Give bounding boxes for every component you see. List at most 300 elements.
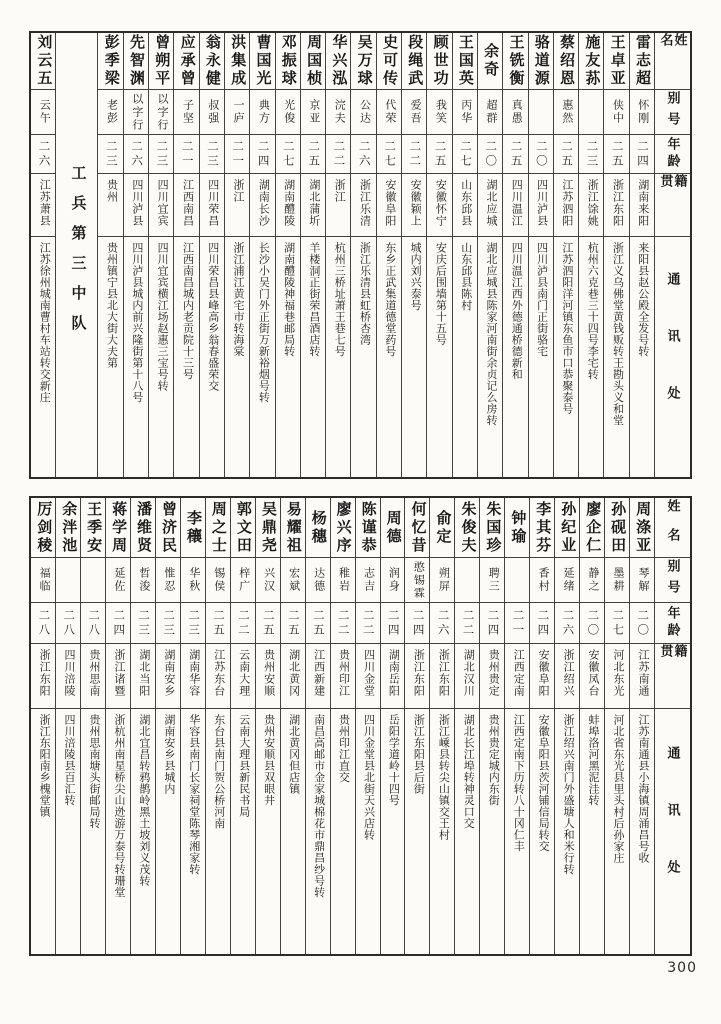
native-cell (326, 174, 350, 237)
native-text: 浙江东阳 (437, 649, 450, 697)
age-text: 二三 (104, 139, 117, 169)
name-text: 俞定 (434, 509, 451, 546)
alias-text: 云午 (38, 99, 51, 125)
address-text: 贵州印江直交 (337, 714, 350, 783)
age-text: 二七 (458, 139, 471, 169)
name-cell (231, 498, 255, 558)
native-text: 安徽颖上 (409, 179, 422, 227)
person-column (376, 33, 401, 477)
address-text: 岳阳学道岭十四号 (387, 714, 400, 806)
name-cell (124, 33, 148, 90)
address-cell (604, 237, 628, 477)
person-column (97, 33, 122, 477)
person-column (629, 33, 654, 477)
age-cell (131, 603, 155, 644)
alias-cell (529, 90, 553, 135)
address-cell (505, 709, 529, 954)
native-text: 浙江 (232, 179, 245, 203)
address-cell (56, 709, 80, 954)
address-cell (231, 709, 255, 954)
age-cell (98, 135, 122, 174)
address-text: 贵州思南塘头街邮局转 (87, 714, 100, 829)
age-text: 二四 (411, 608, 424, 638)
name-text: 李穰 (184, 509, 201, 546)
native-text: 贵州印江 (337, 649, 350, 697)
age-text: 二四 (112, 608, 125, 638)
name-cell (200, 33, 224, 90)
alias-cell (453, 90, 477, 135)
name-cell (381, 498, 405, 558)
native-cell (630, 174, 654, 237)
address-cell (530, 709, 554, 954)
address-cell (326, 237, 350, 477)
alias-cell (377, 90, 401, 135)
person-column (477, 33, 502, 477)
alias-text: 志吉 (362, 567, 375, 593)
alias-text: 锡侯 (212, 567, 225, 593)
alias-cell (256, 558, 280, 603)
age-cell (455, 603, 479, 644)
name-cell (427, 33, 451, 90)
alias-cell (326, 90, 350, 135)
alias-cell (605, 558, 629, 603)
person-column (205, 498, 230, 954)
address-cell (31, 237, 55, 477)
age-text: 二二 (361, 608, 374, 638)
name-cell (529, 33, 553, 90)
native-text: 浙江东阳 (38, 649, 51, 697)
age-text: 二三 (206, 139, 218, 169)
address-cell (427, 237, 451, 477)
native-cell (301, 174, 325, 237)
header-name-text: 姓名 (658, 33, 688, 62)
alias-text: 兴汉 (262, 567, 275, 593)
native-cell (256, 644, 280, 709)
age-text: 二五 (311, 608, 324, 638)
alias-cell (31, 558, 55, 603)
native-text: 湖南华容 (187, 649, 200, 697)
alias-cell (630, 90, 654, 135)
native-cell (356, 644, 380, 709)
age-cell (605, 603, 629, 644)
name-cell (156, 498, 180, 558)
name-text: 顾世功 (431, 34, 448, 88)
age-cell (529, 135, 553, 174)
age-cell (124, 135, 148, 174)
name-text: 史可传 (380, 34, 397, 88)
native-text: 湖南岳阳 (387, 649, 400, 697)
address-text: 贵州镇宁县北大街大夫第 (105, 242, 118, 369)
address-text: 浙江义乌佛堂黄钱贩转王勘头义和堂 (611, 242, 624, 426)
age-text: 二五 (261, 608, 274, 638)
person-column (426, 33, 451, 477)
name-text: 翁永健 (203, 34, 220, 88)
age-text: 二一 (231, 139, 244, 169)
native-cell (331, 644, 355, 709)
age-cell (326, 135, 350, 174)
alias-text: 以字行 (156, 92, 169, 132)
name-text: 蔡绍恩 (558, 34, 575, 88)
native-text: 贵州贵定 (487, 649, 500, 697)
alias-text: 梓广 (237, 567, 250, 593)
native-text: 四川涪陵 (63, 649, 76, 697)
address-cell (356, 709, 380, 954)
address-cell (579, 237, 603, 477)
person-column (80, 498, 105, 954)
address-text: 浙江浦江黄宅市转海棠 (232, 242, 245, 357)
address-text: 湖北宜昌转鸦鹊岭黑土坡刘义茂转 (137, 714, 150, 887)
person-column (604, 498, 629, 954)
name-text: 应承曾 (178, 34, 195, 88)
age-cell (276, 135, 300, 174)
alias-text: 憨锡霖 (412, 560, 425, 600)
native-cell (605, 644, 629, 709)
age-cell (530, 603, 554, 644)
header-age-cell (655, 603, 690, 644)
person-column (123, 33, 148, 477)
age-cell (200, 135, 224, 174)
address-text: 安徽阜阳县茨河铺信局转交 (537, 714, 550, 852)
name-cell (530, 498, 554, 558)
age-text: 二四 (256, 139, 269, 169)
alias-text: 惠然 (560, 99, 573, 125)
address-cell (156, 709, 180, 954)
age-text: 二〇 (484, 139, 497, 169)
address-text: 江西南昌城内老贡院十三号 (181, 242, 194, 380)
native-text: 四川泸县 (130, 179, 143, 227)
age-cell (579, 135, 603, 174)
native-text: 江苏萧县 (38, 179, 51, 227)
alias-cell (427, 90, 451, 135)
age-cell (630, 135, 654, 174)
native-text: 江西新建 (312, 649, 325, 697)
age-text: 二三 (137, 608, 150, 638)
native-cell (580, 644, 604, 709)
alias-text: 典方 (257, 99, 270, 125)
native-text: 江西南昌 (181, 179, 194, 227)
person-column (130, 498, 155, 954)
age-cell (503, 135, 527, 174)
person-column (529, 498, 554, 954)
native-cell (505, 644, 529, 709)
alias-text: 一庐 (232, 99, 245, 125)
age-text: 二五 (509, 139, 522, 169)
alias-cell (630, 558, 654, 603)
age-cell (604, 135, 628, 174)
header-age-cell (655, 135, 690, 174)
age-cell (231, 603, 255, 644)
native-cell (478, 174, 502, 237)
native-cell (200, 174, 224, 237)
address-text: 浙江东阳县后街 (412, 714, 425, 795)
native-cell (503, 174, 527, 237)
header-column (654, 33, 690, 477)
native-cell (31, 644, 55, 709)
address-text: 江西定南下历转八十冈仁丰 (512, 714, 525, 852)
address-cell (529, 237, 553, 477)
age-text: 二三 (155, 139, 168, 169)
name-cell (331, 498, 355, 558)
address-text: 浙江绍兴南门外盛塘人和米行转 (562, 714, 575, 875)
address-text: 山东邱县陈村 (459, 242, 472, 311)
roster-table-bottom (29, 496, 692, 956)
address-cell (554, 237, 578, 477)
header-age-text: 年龄 (665, 606, 681, 640)
alias-text: 达德 (312, 567, 325, 593)
person-column (454, 498, 479, 954)
address-cell (430, 709, 454, 954)
age-text: 二一 (511, 608, 524, 638)
alias-text: 怀刚 (636, 99, 649, 125)
native-text: 四川金堂 (362, 649, 375, 697)
age-cell (156, 603, 180, 644)
address-cell (106, 709, 130, 954)
person-column (504, 498, 529, 954)
name-cell (605, 498, 629, 558)
name-cell (256, 498, 280, 558)
native-cell (604, 174, 628, 237)
address-text: 华容县南门长家祠堂陈琴湘家转 (187, 714, 200, 875)
person-column (173, 33, 198, 477)
address-text: 长沙小吴门外正街万新裕烟号转 (257, 242, 270, 403)
name-cell (149, 33, 173, 90)
address-text: 四川泸县南门正街骆宅 (535, 242, 548, 357)
age-cell (351, 135, 375, 174)
name-text: 曹国光 (254, 34, 271, 88)
native-text: 四川宜宾 (156, 179, 169, 227)
name-text: 吴万球 (355, 34, 372, 88)
name-cell (579, 33, 603, 90)
age-text: 二六 (436, 608, 449, 638)
age-cell (181, 603, 205, 644)
name-cell (31, 33, 55, 90)
age-text: 二六 (561, 608, 574, 638)
name-cell (206, 498, 230, 558)
person-column (199, 33, 224, 477)
native-text: 江西定南 (512, 649, 525, 697)
native-text: 湖北黄冈 (287, 649, 300, 697)
name-text: 易耀祖 (284, 500, 301, 555)
address-cell (149, 237, 173, 477)
address-text: 贵州安顺县双眼井 (262, 714, 275, 806)
native-text: 江苏东台 (212, 649, 225, 697)
age-cell (430, 603, 454, 644)
address-text: 来阳县赵公殿全发号转 (636, 242, 649, 357)
age-text: 二三 (162, 608, 175, 638)
person-column (579, 498, 604, 954)
address-cell (131, 709, 155, 954)
native-cell (174, 174, 198, 237)
age-cell (306, 603, 330, 644)
header-age-text: 年龄 (665, 137, 681, 171)
native-cell (81, 644, 105, 709)
address-cell (455, 709, 479, 954)
name-cell (455, 498, 479, 558)
address-cell (605, 709, 629, 954)
name-cell (56, 498, 80, 558)
age-cell (453, 135, 477, 174)
name-text: 刘云五 (35, 34, 52, 88)
person-column (105, 498, 130, 954)
header-native-text: 籍贯 (658, 644, 688, 683)
age-text: 二六 (357, 139, 370, 169)
name-cell (351, 33, 375, 90)
alias-cell (156, 558, 180, 603)
native-text: 湖北汉川 (462, 649, 475, 697)
name-text: 孙砚田 (609, 500, 626, 555)
alias-cell (276, 90, 300, 135)
alias-text: 朔屏 (437, 567, 450, 593)
alias-cell (405, 558, 429, 603)
name-text: 余泮池 (60, 500, 77, 555)
name-text: 钟瑜 (509, 509, 526, 546)
age-text: 二二 (236, 608, 249, 638)
alias-cell (402, 90, 426, 135)
age-cell (174, 135, 198, 174)
alias-text: 光俊 (282, 99, 295, 125)
native-cell (231, 644, 255, 709)
name-cell (430, 498, 454, 558)
person-column (553, 33, 578, 477)
age-cell (331, 603, 355, 644)
name-cell (225, 33, 249, 90)
header-address-cell (655, 237, 690, 477)
name-cell (174, 33, 198, 90)
native-cell (131, 644, 155, 709)
person-column (479, 498, 504, 954)
name-cell (604, 33, 628, 90)
age-text: 二四 (536, 608, 549, 638)
age-text: 二三 (187, 608, 200, 638)
person-column (603, 33, 628, 477)
address-cell (377, 237, 401, 477)
native-text: 浙江东阳 (611, 179, 624, 227)
alias-text: 以字行 (130, 92, 143, 132)
age-text: 二六 (130, 139, 143, 169)
person-column (350, 33, 375, 477)
address-cell (381, 709, 405, 954)
name-text: 段绳武 (406, 34, 423, 88)
name-text: 蒋学周 (110, 500, 127, 555)
native-cell (56, 644, 80, 709)
name-text: 王季安 (85, 500, 102, 555)
native-text: 江苏南通 (636, 649, 649, 697)
name-text: 曾朔平 (153, 34, 170, 88)
name-text: 吴鼎尧 (259, 500, 276, 555)
address-text: 南昌高邮市金家城棉花市鼎昌纱号转 (312, 714, 325, 898)
address-cell (281, 709, 305, 954)
page-number: 300 (667, 960, 697, 976)
native-cell (31, 174, 55, 237)
name-cell (402, 33, 426, 90)
native-text: 浙江 (333, 179, 346, 203)
age-cell (505, 603, 529, 644)
name-text: 雷志超 (633, 34, 650, 88)
address-text: 江苏南通县小海镇周涌昌号收 (636, 714, 649, 864)
age-cell (106, 603, 130, 644)
age-cell (256, 603, 280, 644)
name-cell (356, 498, 380, 558)
native-text: 云南大理 (237, 649, 250, 697)
alias-cell (131, 558, 155, 603)
native-cell (377, 174, 401, 237)
age-text: 二八 (87, 608, 100, 638)
address-cell (478, 237, 502, 477)
age-text: 二一 (180, 139, 193, 169)
name-text: 王卓亚 (608, 34, 625, 88)
age-text: 二七 (611, 608, 624, 638)
person-column (180, 498, 205, 954)
native-text: 浙江馀姚 (586, 179, 599, 227)
person-column (305, 498, 330, 954)
native-cell (149, 174, 173, 237)
address-text: 四川宜宾横江场赵惠三宝号转 (156, 242, 169, 392)
native-cell (554, 174, 578, 237)
native-text: 浙江诸暨 (112, 649, 125, 697)
alias-cell (31, 90, 55, 135)
alias-cell (604, 90, 628, 135)
address-cell (174, 237, 198, 477)
alias-text: 我笑 (434, 99, 447, 125)
name-cell (281, 498, 305, 558)
address-text: 东乡正武集道德堂药号 (383, 242, 396, 357)
native-text: 河北东光 (612, 649, 624, 697)
name-text: 廖兴序 (334, 500, 351, 555)
age-text: 二七 (383, 139, 396, 169)
alias-cell (480, 558, 504, 603)
address-cell (181, 709, 205, 954)
name-cell (131, 498, 155, 558)
address-cell (306, 709, 330, 954)
name-text: 潘维贤 (135, 500, 152, 555)
header-address-cell (655, 709, 690, 954)
age-text: 二二 (408, 139, 421, 169)
native-text: 浙江东阳 (412, 649, 425, 697)
native-text: 湖南长沙 (257, 179, 270, 227)
age-cell (555, 603, 579, 644)
age-cell (56, 603, 80, 644)
native-cell (381, 644, 405, 709)
name-text: 余奇 (482, 43, 499, 79)
age-text: 二八 (37, 608, 50, 638)
name-text: 杨穗 (309, 509, 326, 546)
alias-cell (430, 558, 454, 603)
name-text: 廖企仁 (584, 500, 601, 555)
person-column (224, 33, 249, 477)
age-cell (427, 135, 451, 174)
alias-cell (225, 90, 249, 135)
header-name-text: 姓名 (665, 498, 681, 557)
alias-text: 公达 (358, 99, 371, 125)
age-cell (356, 603, 380, 644)
alias-cell (106, 558, 130, 603)
alias-text: 哲浚 (137, 567, 150, 593)
address-text: 浙杭州南星桥尖山迯游万泰号转珊堂 (112, 714, 125, 898)
alias-cell (231, 558, 255, 603)
native-cell (98, 174, 122, 237)
alias-cell (331, 558, 355, 603)
name-text: 周之士 (209, 500, 226, 555)
person-column (325, 33, 350, 477)
person-column (554, 498, 579, 954)
address-cell (225, 237, 249, 477)
address-cell (453, 237, 477, 477)
address-text: 湖南醴陵神福巷邮局转 (282, 242, 295, 357)
person-column (404, 498, 429, 954)
address-text: 江苏泗阳洋河镇东鱼市口恭聚泰号 (560, 242, 573, 415)
age-cell (149, 135, 173, 174)
age-text: 二五 (307, 139, 320, 169)
